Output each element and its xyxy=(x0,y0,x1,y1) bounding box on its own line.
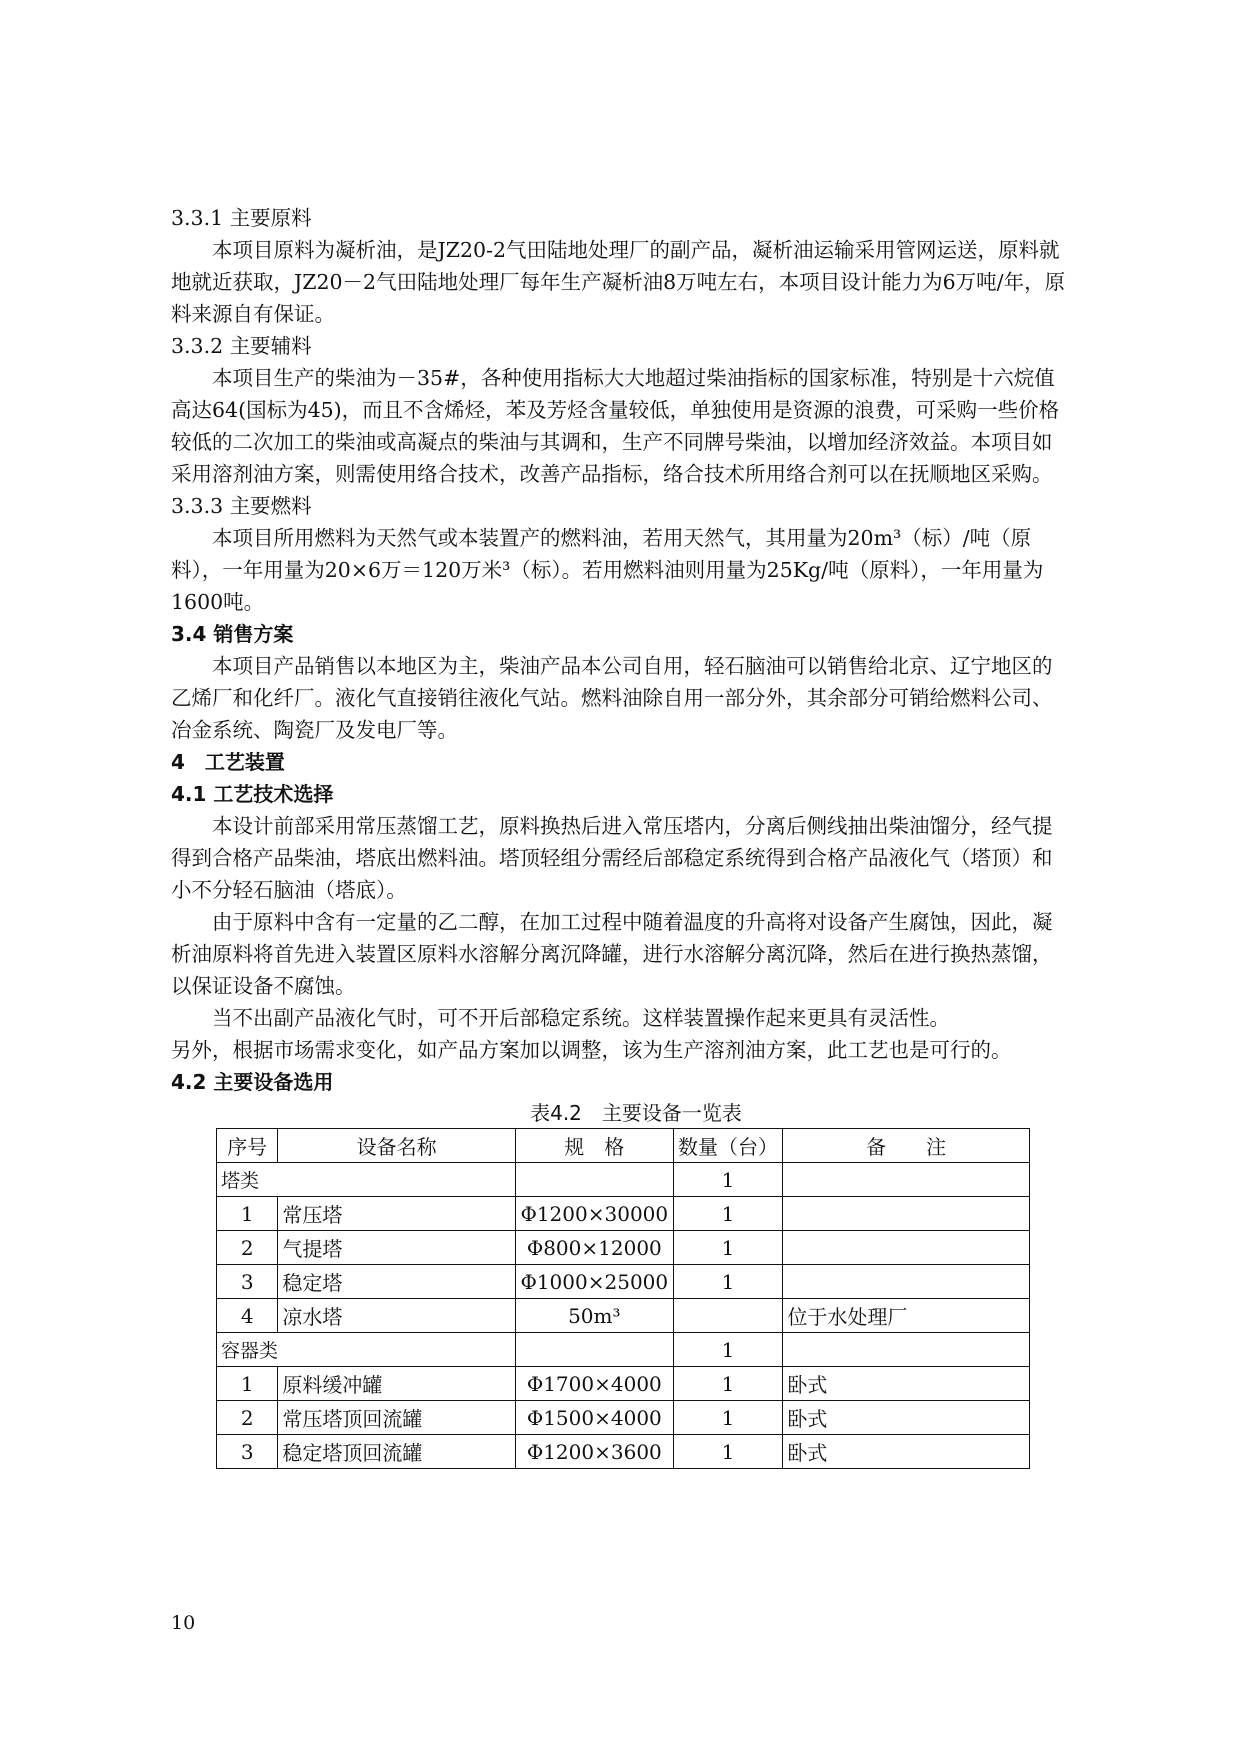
note-cell xyxy=(783,1333,1030,1367)
header-name: 设备名称 xyxy=(278,1129,516,1163)
qty-cell: 1 xyxy=(673,1265,783,1299)
category-cell: 塔类 xyxy=(217,1163,516,1197)
table-header-row xyxy=(217,1129,1030,1163)
name-cell: 凉水塔 xyxy=(278,1299,516,1333)
header-spec: 规 格 xyxy=(515,1129,673,1163)
qty-cell: 1 xyxy=(673,1401,783,1435)
no-cell: 2 xyxy=(217,1401,278,1435)
paragraph-process-2: 由于原料中含有一定量的乙二醇，在加工过程中随着温度的升高将对设备产生腐蚀，因此，凝析油原料将首先进入装置区原料水溶解分离沉降罐，进行水溶解分离沉降，然后在进行换热蒸馏，以保证设备不腐蚀。 xyxy=(171,910,1053,998)
heading-3-3-3: 3.3.3 主要燃料 xyxy=(171,494,312,518)
name-cell: 稳定塔顶回流罐 xyxy=(278,1435,516,1469)
paragraph-process-1: 本设计前部采用常压蒸馏工艺，原料换热后进入常压塔内，分离后侧线抽出柴油馏分，经气提得到合格产品柴油，塔底出燃料油。塔顶轻组分需经后部稳定系统得到合格产品液化气（塔顶）和小不分轻石脑油（塔底）。 xyxy=(171,814,1053,902)
heading-4-1: 4.1 工艺技术选择 xyxy=(171,782,334,806)
table-body xyxy=(217,1163,1030,1469)
paragraph-sales-plan: 本项目产品销售以本地区为主，柴油产品本公司自用，轻石脑油可以销售给北京、辽宁地区的乙烯厂和化纤厂。液化气直接销往液化气站。燃料油除自用一部分外，其余部分可销给燃料公司、冶金系统、陶瓷厂及发电厂等。 xyxy=(171,654,1053,742)
no-cell: 3 xyxy=(217,1435,278,1469)
spec-cell xyxy=(515,1163,673,1197)
table-row xyxy=(217,1333,1030,1367)
spec-cell: Φ1700×4000 xyxy=(515,1367,673,1401)
name-cell: 常压塔顶回流罐 xyxy=(278,1401,516,1435)
heading-4: 4 工艺装置 xyxy=(171,750,285,774)
spec-cell: Φ1500×4000 xyxy=(515,1401,673,1435)
qty-cell xyxy=(673,1299,783,1333)
page-number: 10 xyxy=(171,1612,196,1634)
note-cell: 卧式 xyxy=(783,1435,1030,1469)
header-note: 备 注 xyxy=(783,1129,1030,1163)
table-caption: 表4.2 主要设备一览表 xyxy=(530,1101,742,1125)
spec-cell: 50m³ xyxy=(515,1299,673,1333)
header-no: 序号 xyxy=(217,1129,278,1163)
no-cell: 3 xyxy=(217,1265,278,1299)
note-cell: 卧式 xyxy=(783,1401,1030,1435)
table-row xyxy=(217,1163,1030,1197)
paragraph-process-3: 当不出副产品液化气时，可不开后部稳定系统。这样装置操作起来更具有灵活性。 xyxy=(212,1006,950,1030)
qty-cell: 1 xyxy=(673,1367,783,1401)
spec-cell: Φ1200×30000 xyxy=(515,1197,673,1231)
category-cell: 容器类 xyxy=(217,1333,516,1367)
table-row xyxy=(217,1231,1030,1265)
note-cell xyxy=(783,1265,1030,1299)
name-cell: 原料缓冲罐 xyxy=(278,1367,516,1401)
paragraph-process-4: 另外，根据市场需求变化，如产品方案加以调整，该为生产溶剂油方案，此工艺也是可行的。 xyxy=(171,1038,1012,1062)
qty-cell: 1 xyxy=(673,1197,783,1231)
paragraph-auxiliary-material: 本项目生产的柴油为－35#，各种使用指标大大地超过柴油指标的国家标准，特别是十六烷值高达64(国标为45)，而且不含烯烃，苯及芳烃含量较低，单独使用是资源的浪费，可采购一些价格较低的二次加工的柴油或高凝点的柴油与其调和，生产不同牌号柴油，以增加经济效益。本项目如采用溶剂油方案，则需使用络合技术，改善产品指标，络合技术所用络合剂可以在抚顺地区采购。 xyxy=(171,366,1060,486)
note-cell: 卧式 xyxy=(783,1367,1030,1401)
spec-cell: Φ800×12000 xyxy=(515,1231,673,1265)
paragraph-fuel: 本项目所用燃料为天然气或本装置产的燃料油，若用天然气，其用量为20m³（标）/吨（原料），一年用量为20×6万＝120万米³（标）。若用燃料油则用量为25Kg/吨（原料），一年用量为1600吨。 xyxy=(171,526,1044,614)
name-cell: 常压塔 xyxy=(278,1197,516,1231)
name-cell: 气提塔 xyxy=(278,1231,516,1265)
no-cell: 2 xyxy=(217,1231,278,1265)
table-row xyxy=(217,1197,1030,1231)
qty-cell: 1 xyxy=(673,1231,783,1265)
spec-cell: Φ1200×3600 xyxy=(515,1435,673,1469)
no-cell: 1 xyxy=(217,1367,278,1401)
qty-cell: 1 xyxy=(673,1333,783,1367)
table-row xyxy=(217,1265,1030,1299)
heading-3-3-2: 3.3.2 主要辅料 xyxy=(171,334,312,358)
note-cell xyxy=(783,1163,1030,1197)
qty-cell: 1 xyxy=(673,1163,783,1197)
heading-3-4: 3.4 销售方案 xyxy=(171,622,294,646)
table-row xyxy=(217,1367,1030,1401)
table-row xyxy=(217,1435,1030,1469)
heading-4-2: 4.2 主要设备选用 xyxy=(171,1070,334,1094)
spec-cell: Φ1000×25000 xyxy=(515,1265,673,1299)
name-cell: 稳定塔 xyxy=(278,1265,516,1299)
note-cell xyxy=(783,1231,1030,1265)
spec-cell xyxy=(515,1333,673,1367)
note-cell xyxy=(783,1197,1030,1231)
document-page xyxy=(171,202,1071,1469)
header-qty: 数量（台） xyxy=(673,1129,783,1163)
qty-cell: 1 xyxy=(673,1435,783,1469)
heading-3-3-1: 3.3.1 主要原料 xyxy=(171,206,312,230)
table-row xyxy=(217,1401,1030,1435)
equipment-table xyxy=(216,1128,1030,1469)
no-cell: 4 xyxy=(217,1299,278,1333)
table-row xyxy=(217,1299,1030,1333)
paragraph-raw-material: 本项目原料为凝析油，是JZ20-2气田陆地处理厂的副产品，凝析油运输采用管网运送，原料就地就近获取，JZ20－2气田陆地处理厂每年生产凝析油8万吨左右，本项目设计能力为6万吨/年，原料来源自有保证。 xyxy=(171,238,1066,326)
no-cell: 1 xyxy=(217,1197,278,1231)
note-cell: 位于水处理厂 xyxy=(783,1299,1030,1333)
